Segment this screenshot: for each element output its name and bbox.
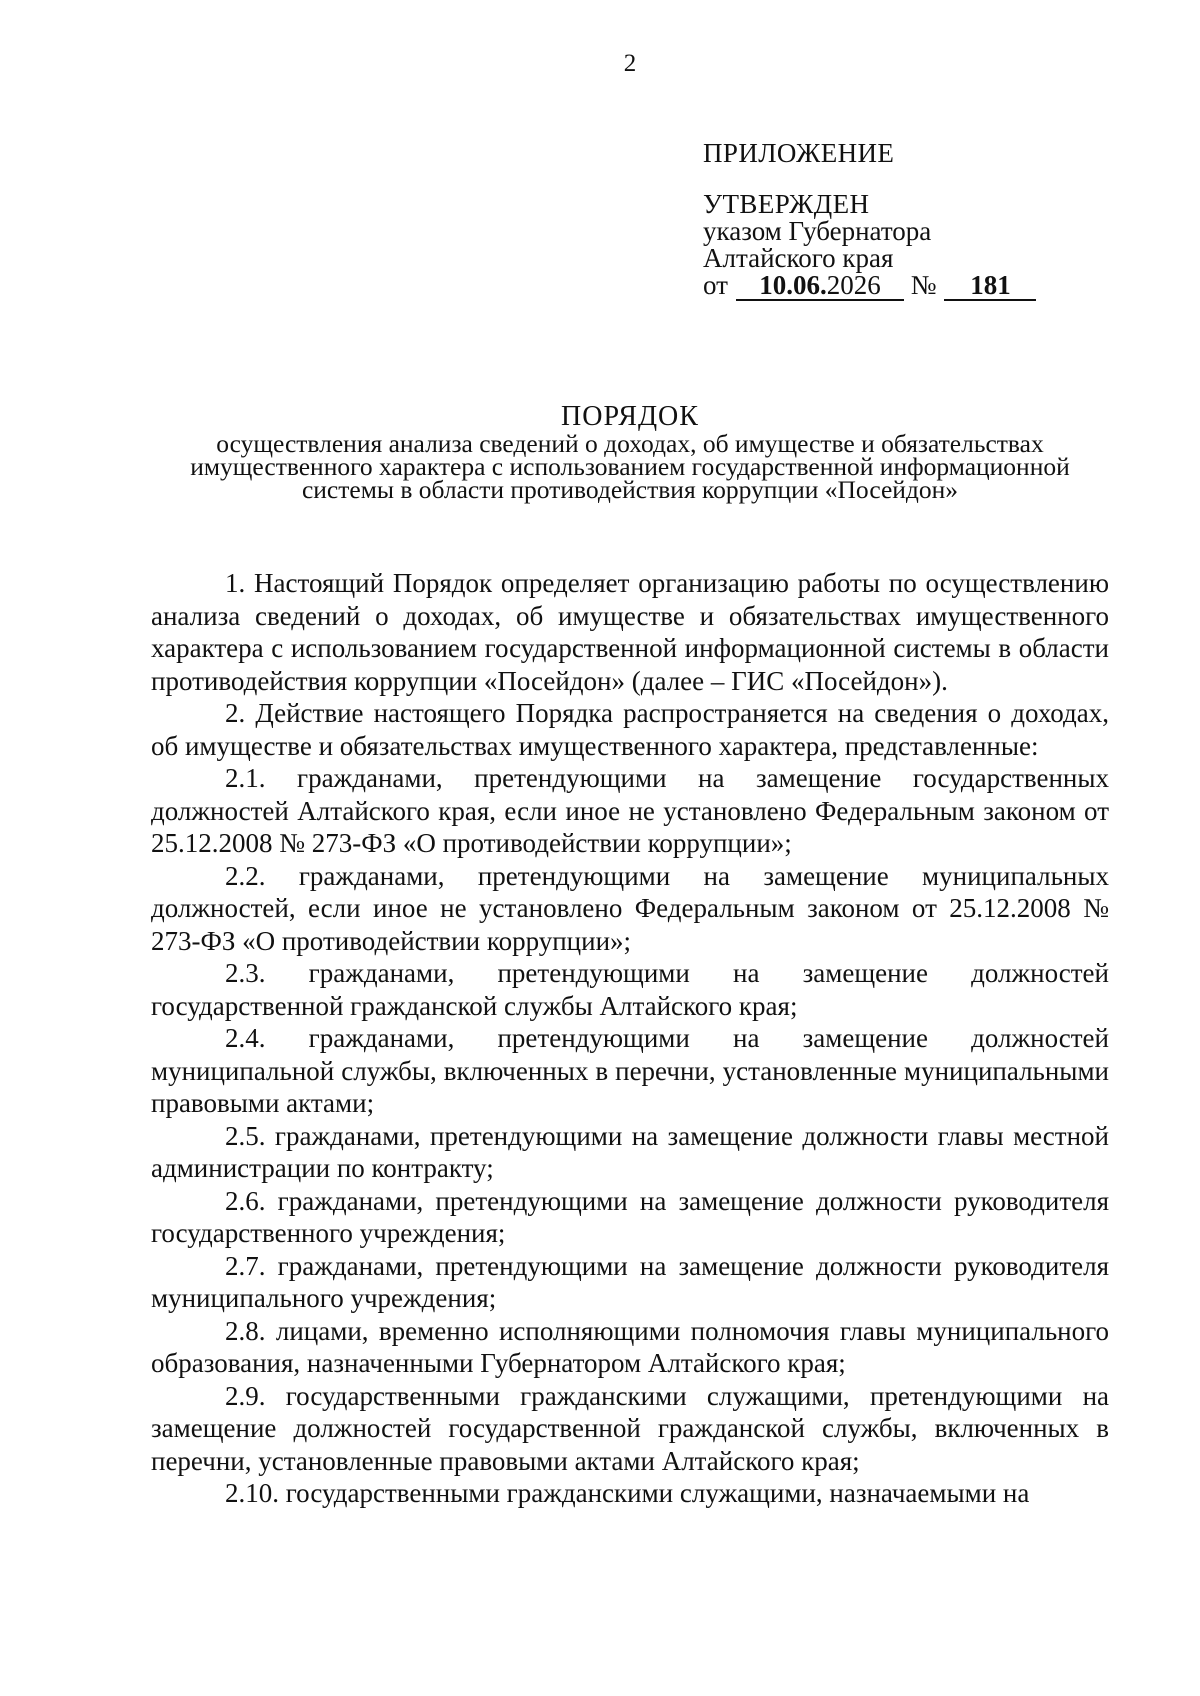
title-main: ПОРЯДОК xyxy=(561,401,699,432)
number-sign: № xyxy=(910,270,937,300)
appendix-label: ПРИЛОЖЕНИЕ xyxy=(703,138,895,168)
approved-label: УТВЕРЖДЕН xyxy=(703,189,870,219)
paragraph-2-7: 2.7. гражданами, претендующими на замещение должности руководителя муниципального учреждения; xyxy=(151,1250,1109,1313)
document-body xyxy=(151,567,1109,1510)
page-number: 2 xyxy=(623,50,637,77)
paragraph-2-2: 2.2. гражданами, претендующими на замещение муниципальных должностей, если иное не установлено Федеральным законом от 25.12.2008 № 273-ФЗ «О противодействии коррупции»; xyxy=(151,860,1109,956)
decree-date-line xyxy=(703,272,1036,301)
paragraph-2: 2. Действие настоящего Порядка распространяется на сведения о доходах, об имуществе и обязательствах имущественного характера, представленные: xyxy=(151,698,1109,761)
paragraph-2-5: 2.5. гражданами, претендующими на замещение должности главы местной администрации по контракту; xyxy=(151,1120,1109,1183)
paragraph-2-10: 2.10. государственными гражданскими служащими, назначаемыми на xyxy=(225,1478,1030,1508)
title-subtitle: осуществления анализа сведений о доходах, об имуществе и обязательствах имущественного характера с использованием государственной информационной системы в области противодействия коррупции «Посейдон» xyxy=(190,429,1070,504)
document-title xyxy=(150,401,1110,504)
decree-year: 2026 xyxy=(826,270,881,300)
from-label: от xyxy=(703,270,728,300)
paragraph-1: 1. Настоящий Порядок определяет организацию работы по осуществлению анализа сведений о доходах, об имуществе и обязательствах имущественного характера с использованием государственной информационной системы в области противодействия коррупции «Посейдон» (далее – ГИС «Посейдон»). xyxy=(151,568,1109,696)
paragraph-2-3: 2.3. гражданами, претендующими на замещение должностей государственной гражданской службы Алтайского края; xyxy=(151,958,1109,1021)
paragraph-2-9: 2.9. государственными гражданскими служащими, претендующими на замещение должностей государственной гражданской службы, включенных в перечни, установленные правовыми актами Алтайского края; xyxy=(151,1380,1109,1476)
approval-line-1: указом Губернатора xyxy=(703,216,932,246)
paragraph-2-6: 2.6. гражданами, претендующими на замещение должности руководителя государственного учреждения; xyxy=(151,1185,1109,1248)
decree-number: 181 xyxy=(944,272,1036,301)
paragraph-2-8: 2.8. лицами, временно исполняющими полномочия главы муниципального образования, назначенными Губернатором Алтайского края; xyxy=(151,1315,1109,1378)
paragraph-2-4: 2.4. гражданами, претендующими на замещение должностей муниципальной службы, включенных в перечни, установленные муниципальными правовыми актами; xyxy=(151,1023,1109,1118)
paragraph-2-1: 2.1. гражданами, претендующими на замещение государственных должностей Алтайского края, если иное не установлено Федеральным законом от 25.12.2008 № 273-ФЗ «О противодействии коррупции»; xyxy=(151,763,1109,858)
approval-block xyxy=(703,140,1036,328)
approval-line-2: Алтайского края xyxy=(703,243,894,273)
decree-date: 10.06.2026 xyxy=(736,272,904,301)
